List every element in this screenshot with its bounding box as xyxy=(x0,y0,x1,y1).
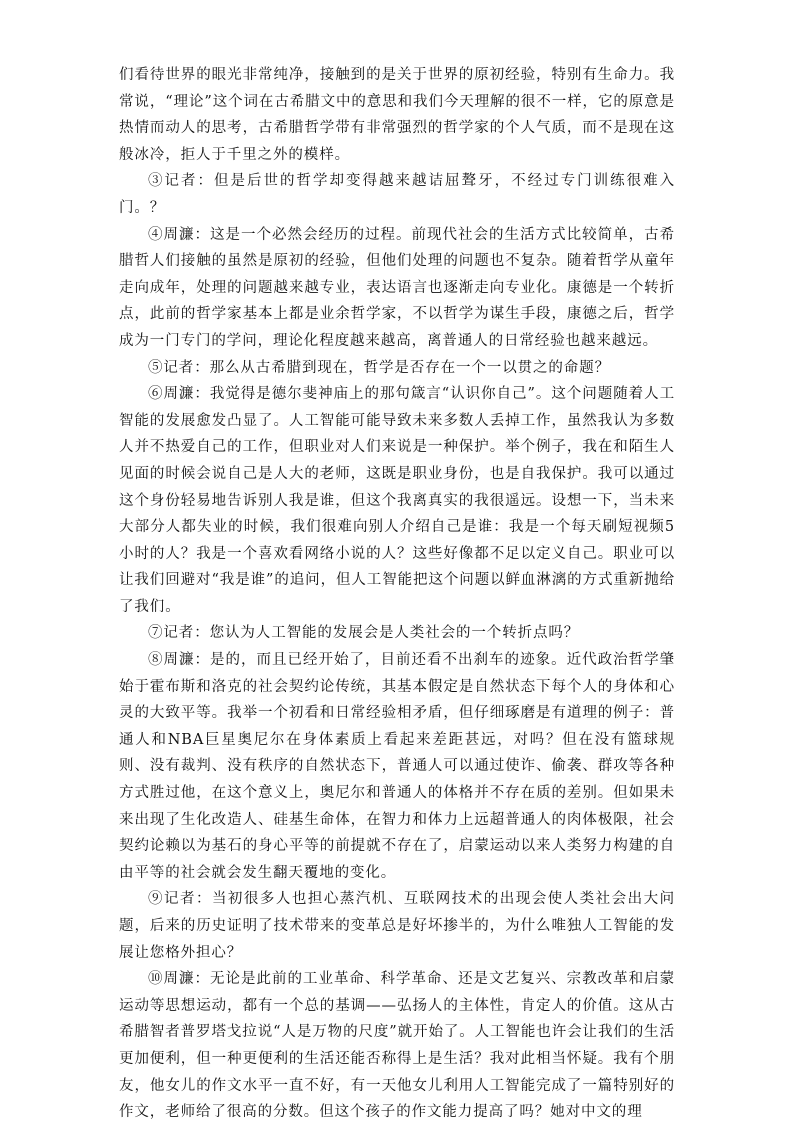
paragraph-reporter-9: ⑨记者：当初很多人也担心蒸汽机、互联网技术的出现会使人类社会出大问题，后来的历史证明了技术带来的变革总是好坏掺半的，为什么唯独人工智能的发展让您格外担心？ xyxy=(119,891,675,961)
paragraph-zhou-4: ④周濂：这是一个必然会经历的过程。前现代社会的生活方式比较简单，古希腊哲人们接触的虽然是原初的经验，但他们处理的问题也不复杂。随着哲学从童年走向成年，处理的问题越来越专业，表达语言也逐渐走向专业化。康德是一个转折点，此前的哲学家基本上都是业余哲学家，不以哲学为谋生手段，康德之后，哲学成为一门专门的学问，理论化程度越来越高，离普通人的日常经验也越来越远。 xyxy=(119,226,675,349)
paragraph-reporter-5: ⑤记者：那么从古希腊到现在，哲学是否存在一个一以贯之的命题？ xyxy=(148,359,610,376)
paragraph-zhou-10: ⑩周濂：无论是此前的工业革命、科学革命、还是文艺复兴、宗教改革和启蒙运动等思想运动，都有一个总的基调——弘扬人的主体性，肯定人的价值。这从古希腊智者普罗塔戈拉说“人是万物的尺度”就开始了。人工智能也许会让我们的生活更加便利，但一种更便利的生活还能否称得上是生活？我对此相当怀疑。我有个朋友，他女儿的作文水平一直不好，有一天他女儿利用人工智能完成了一篇特别好的作文，老师给了很高的分数。但这个孩子的作文能力提高了吗？她对中文的理 xyxy=(119,971,675,1121)
paragraph-continued: 们看待世界的眼光非常纯净，接触到的是关于世界的原初经验，特别有生命力。我常说，“理论”这个词在古希腊文中的意思和我们今天理解的很不一样，它的原意是热情而动人的思考，古希腊哲学带有非常强烈的哲学家的个人气质，而不是现在这般冰冷，拒人于千里之外的模样。 xyxy=(119,67,675,163)
paragraph-zhou-6: ⑥周濂：我觉得是德尔斐神庙上的那句箴言“认识你自己”。这个问题随着人工智能的发展愈发凸显了。人工智能可能导致未来多数人丢掉工作，虽然我认为多数人并不热爱自己的工作，但职业对人们来说是一种保护。举个例子，我在和陌生人见面的时候会说自己是人大的老师，这既是职业身份，也是自我保护。我可以通过这个身份轻易地告诉别人我是谁，但这个我离真实的我很遥远。设想一下，当未来大部分人都失业的时候，我们很难向别人介绍自己是谁：我是一个每天刷短视频5小时的人？我是一个喜欢看网络小说的人？这些好像都不足以定义自己。职业可以让我们回避对“我是谁”的追问，但人工智能把这个问题以鲜血淋漓的方式重新抛给了我们。 xyxy=(119,386,675,615)
paragraph-reporter-7: ⑦记者：您认为人工智能的发展会是人类社会的一个转折点吗？ xyxy=(148,625,580,642)
paragraph-zhou-8: ⑧周濂：是的，而且已经开始了，目前还看不出刹车的迹象。近代政治哲学肇始于霍布斯和洛克的社会契约论传统，其基本假定是自然状态下每个人的身体和心灵的大致平等。我举一个初看和日常经验相矛盾，但仔细琢磨是有道理的例子：普通人和NBA巨星奥尼尔在身体素质上看起来差距甚远，对吗？但在没有篮球规则、没有裁判、没有秩序的自然状态下，普通人可以通过使诈、偷袭、群攻等各种方式胜过他，在这个意义上，奥尼尔和普通人的体格并不存在质的差别。但如果未来出现了生化改造人、硅基生命体，在智力和体力上远超普通人的肉体极限，社会契约论赖以为基石的身心平等的前提就不存在了，启蒙运动以来人类努力构建的自由平等的社会就会发生翻天覆地的变化。 xyxy=(119,652,675,881)
document-body xyxy=(119,62,675,1126)
paragraph-reporter-3: ③记者：但是后世的哲学却变得越来越诘屈聱牙，不经过专门训练很难入门。？ xyxy=(119,173,675,216)
